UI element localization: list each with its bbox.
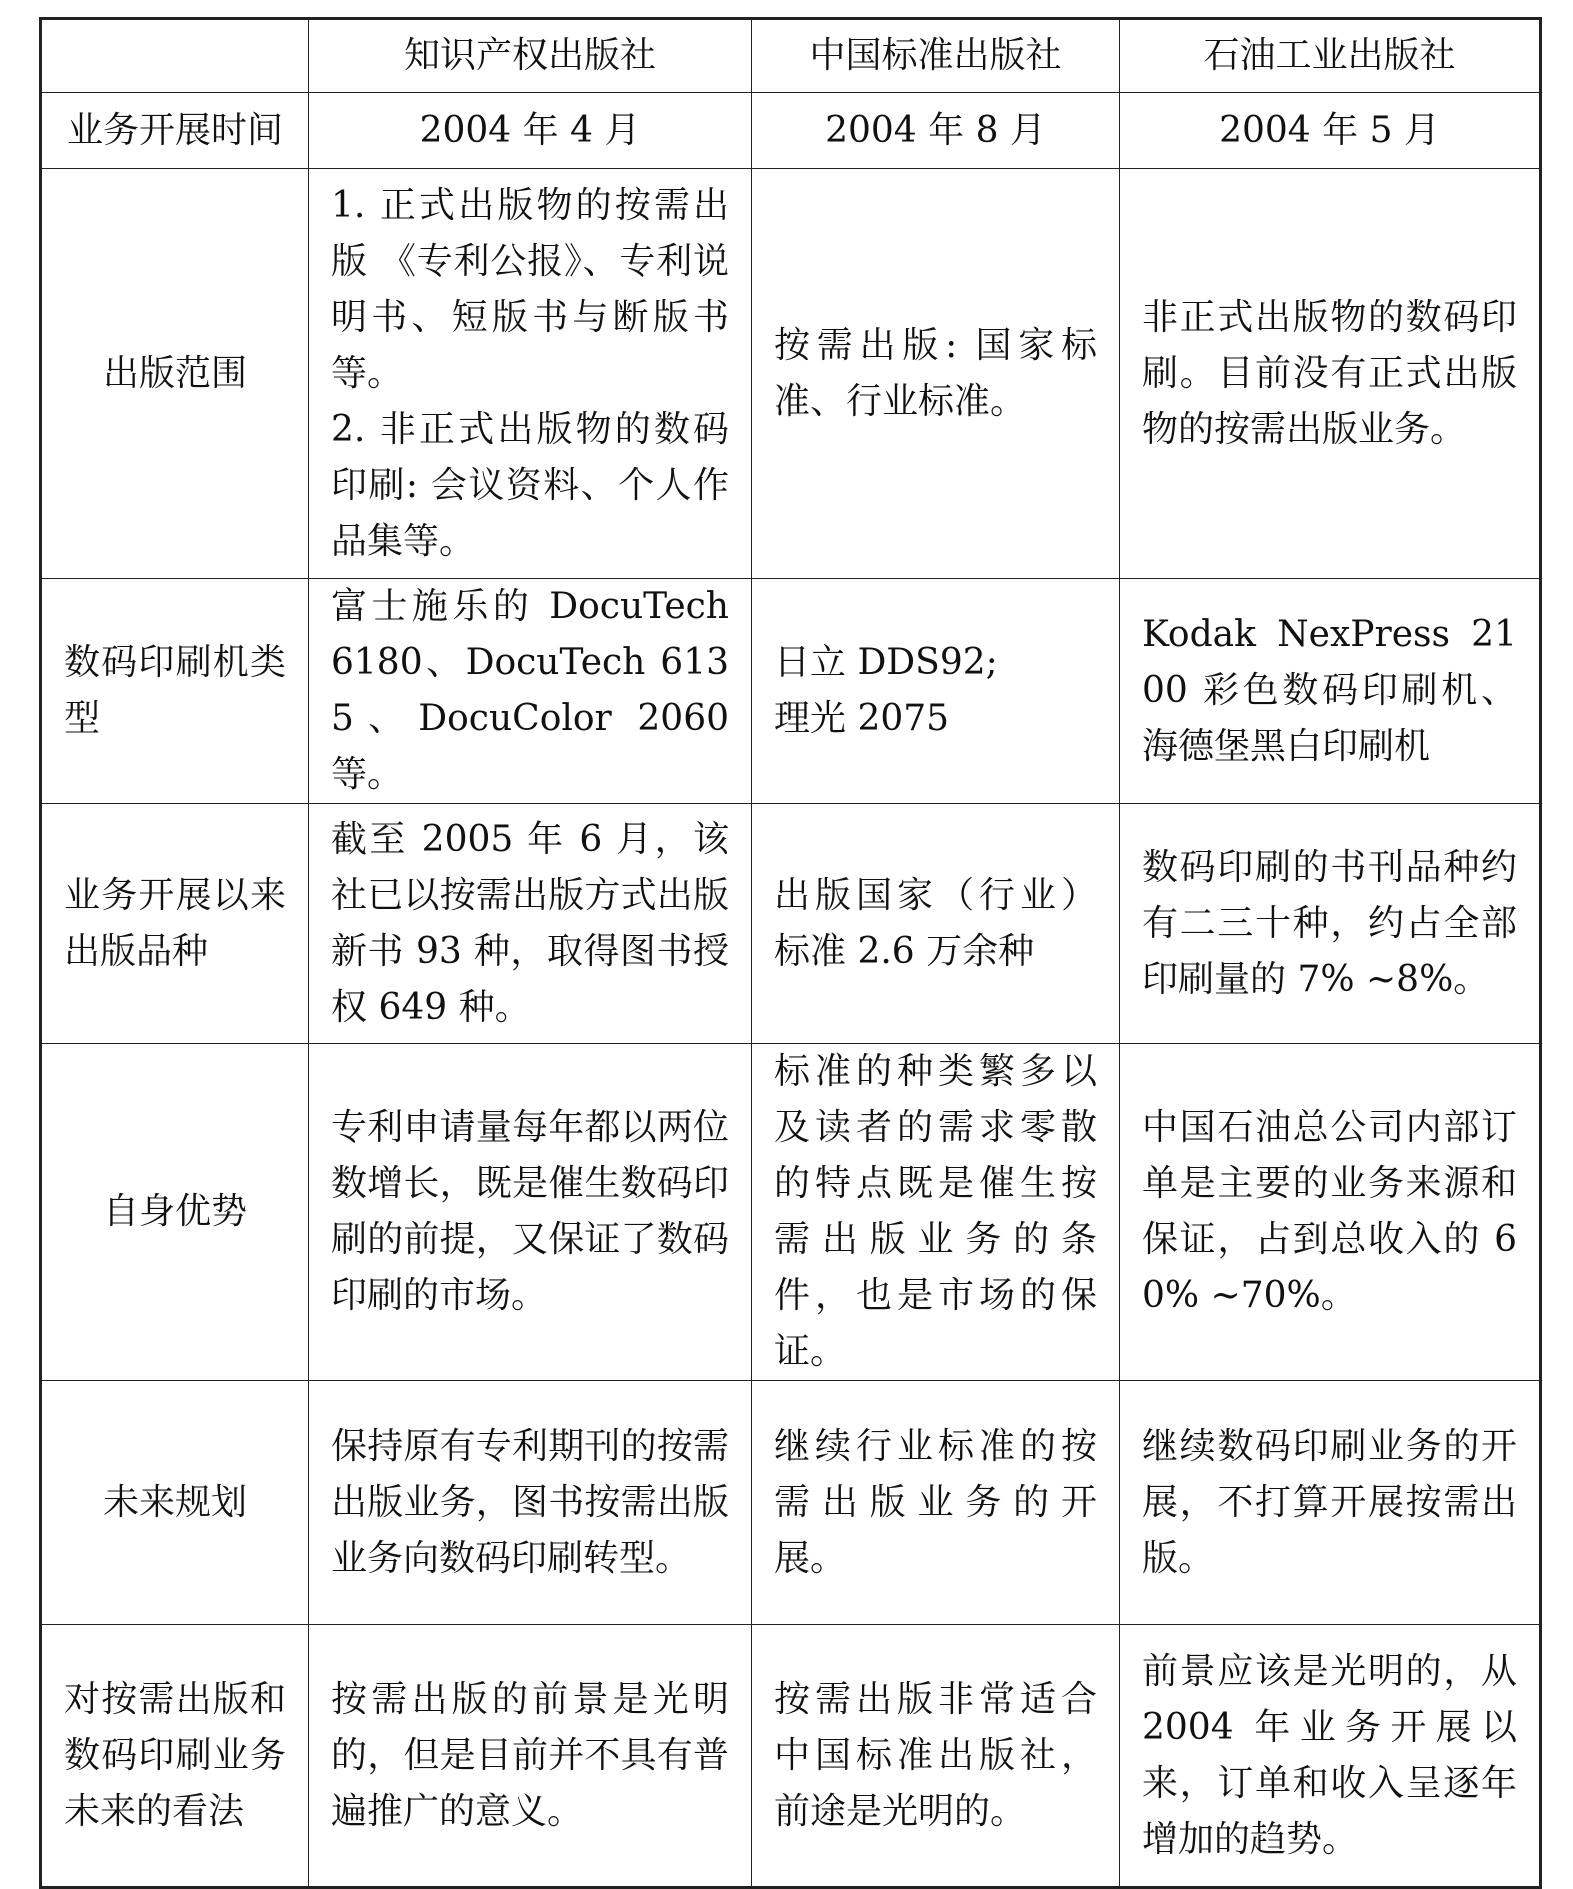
table-cell: 前景应该是光明的，从 2004 年业务开展以来，订单和收入呈逐年增加的趋势。 bbox=[1120, 1625, 1541, 1888]
row-label: 出版范围 bbox=[41, 169, 309, 579]
header-cell-ip-press: 知识产权出版社 bbox=[309, 19, 752, 93]
table-cell: 按需出版的前景是光明的，但是目前并不具有普遍推广的意义。 bbox=[309, 1625, 752, 1888]
table-cell: 标准的种类繁多以及读者的需求零散的特点既是催生按需出版业务的条件，也是市场的保证。 bbox=[752, 1044, 1120, 1381]
table-row-start-time bbox=[41, 93, 1541, 169]
table-cell: 日立 DDS92; 理光 2075 bbox=[752, 579, 1120, 804]
table-cell: 保持原有专利期刊的按需出版业务，图书按需出版业务向数码印刷转型。 bbox=[309, 1381, 752, 1625]
row-label: 业务开展时间 bbox=[41, 93, 309, 169]
table-cell: 专利申请量每年都以两位数增长，既是催生数码印刷的前提，又保证了数码印刷的市场。 bbox=[309, 1044, 752, 1381]
table-cell: 截至 2005 年 6 月，该社已以按需出版方式出版新书 93 种，取得图书授权 649 种。 bbox=[309, 804, 752, 1044]
row-label: 业务开展以来出版品种 bbox=[41, 804, 309, 1044]
table-cell: 富士施乐的 DocuTech 6180、DocuTech 6135、DocuColor 2060 等。 bbox=[309, 579, 752, 804]
table-cell: 出版国家（行业）标准 2.6 万余种 bbox=[752, 804, 1120, 1044]
table-cell: 继续数码印刷业务的开展，不打算开展按需出版。 bbox=[1120, 1381, 1541, 1625]
row-label: 自身优势 bbox=[41, 1044, 309, 1381]
header-corner-cell bbox=[41, 19, 309, 93]
row-label: 对按需出版和数码印刷业务未来的看法 bbox=[41, 1625, 309, 1888]
header-cell-petroleum-press: 石油工业出版社 bbox=[1120, 19, 1541, 93]
table-cell: 继续行业标准的按需出版业务的开展。 bbox=[752, 1381, 1120, 1625]
table-cell: 1. 正式出版物的按需出版 《专利公报》、专利说明书、短版书与断版书等。 2. 非正式出版物的数码印刷: 会议资料、个人作品集等。 bbox=[309, 169, 752, 579]
row-label: 数码印刷机类型 bbox=[41, 579, 309, 804]
table-row-titles-count bbox=[41, 804, 1541, 1044]
table-row-scope bbox=[41, 169, 1541, 579]
table-cell: 2004 年 5 月 bbox=[1120, 93, 1541, 169]
table-cell: 非正式出版物的数码印刷。目前没有正式出版物的按需出版业务。 bbox=[1120, 169, 1541, 579]
row-label: 未来规划 bbox=[41, 1381, 309, 1625]
table-cell: Kodak NexPress 2100 彩色数码印刷机、海德堡黑白印刷机 bbox=[1120, 579, 1541, 804]
table-cell: 数码印刷的书刊品种约有二三十种，约占全部印刷量的 7% ~8%。 bbox=[1120, 804, 1541, 1044]
table-cell: 按需出版非常适合中国标准出版社，前途是光明的。 bbox=[752, 1625, 1120, 1888]
table-row-advantages bbox=[41, 1044, 1541, 1381]
comparison-table bbox=[39, 17, 1542, 1889]
table-row-future-plans bbox=[41, 1381, 1541, 1625]
table-row-outlook bbox=[41, 1625, 1541, 1888]
table-cell: 中国石油总公司内部订单是主要的业务来源和保证，占到总收入的 60% ~70%。 bbox=[1120, 1044, 1541, 1381]
table-cell: 2004 年 4 月 bbox=[309, 93, 752, 169]
table-row-printer-type bbox=[41, 579, 1541, 804]
table-cell: 按需出版: 国家标准、行业标准。 bbox=[752, 169, 1120, 579]
table-cell: 2004 年 8 月 bbox=[752, 93, 1120, 169]
header-row bbox=[41, 19, 1541, 93]
header-cell-standards-press: 中国标准出版社 bbox=[752, 19, 1120, 93]
